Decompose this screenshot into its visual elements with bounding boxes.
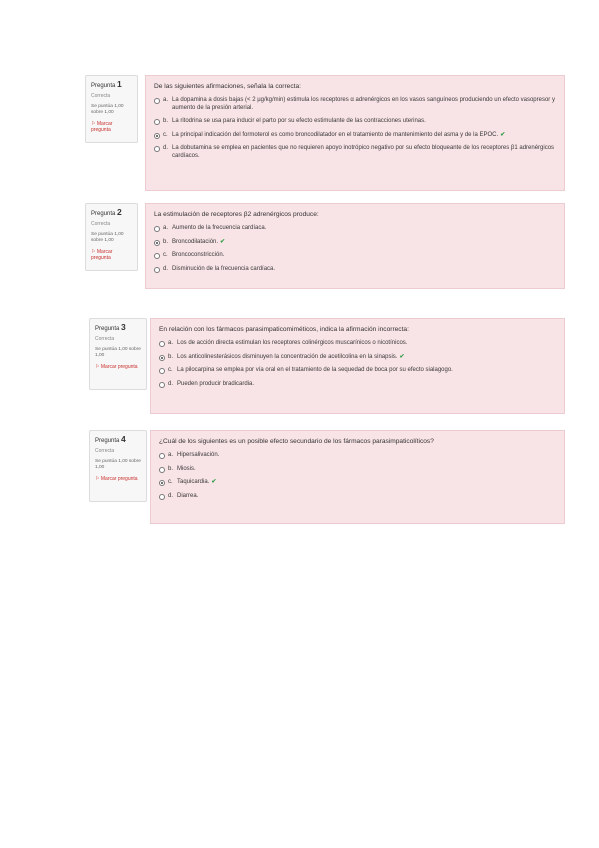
flag-icon: ⚐ [95,476,101,482]
answer-option[interactable] [159,452,556,460]
option-letter: a. [163,97,169,103]
option-label: Diarrea. [177,492,199,499]
option-text [177,381,556,389]
option-label: La ritodrina se usa para inducir el parto por su efecto estimulante de las contracciones uterinas. [172,118,426,124]
question-state: Correcta [95,336,115,342]
answer-option[interactable] [154,266,556,274]
flag-question-link[interactable]: ⚐ Marcar pregunta [91,121,113,133]
radio-button[interactable] [159,341,165,347]
option-letter: c. [163,131,168,138]
answer-option[interactable] [159,493,556,501]
question-state: Correcta [95,448,115,454]
flag-question-link[interactable]: ⚐ Marcar pregunta [95,476,138,482]
radio-button[interactable] [159,467,165,473]
option-text [177,479,556,487]
question-content [150,318,565,414]
check-icon: ✔ [399,353,405,360]
question-state: Correcta [91,221,111,227]
answer-option[interactable] [159,354,556,362]
option-label: Los de acción directa estimulan los receptores colinérgicos muscarínicos o nicotínicos. [177,340,408,346]
option-text [172,97,556,112]
option-letter: c. [168,479,173,485]
question-content [145,75,565,191]
radio-button[interactable] [159,494,165,500]
answer-option[interactable] [154,132,556,140]
question-info [85,203,138,271]
option-letter: a. [168,340,174,346]
question-grade: Se puntúa 1,00 sobre 1,00 [95,347,141,358]
question-content [150,430,565,524]
question-info [85,75,138,143]
flag-question-link[interactable]: ⚐ Marcar pregunta [95,364,138,370]
question-info [89,318,147,390]
option-letter: d. [163,145,169,151]
question-grade: Se puntúa 1,00 sobre 1,00 [91,104,124,115]
question-state: Correcta [91,93,111,99]
option-text [172,266,556,274]
option-label: La dobutamina se emplea en pacientes que no requieren apoyo inotrópico negativo por su efecto bloqueante de los receptores β1 adrenérgicos cardíacos. [172,145,555,159]
answer-option[interactable] [159,381,556,389]
answer-option[interactable] [154,145,556,160]
radio-button[interactable] [159,368,165,374]
answer-options [154,225,556,273]
check-icon: ✔ [220,238,226,245]
radio-button[interactable] [159,382,165,388]
radio-button[interactable] [154,98,160,104]
option-letter: b. [163,118,169,124]
answer-option[interactable] [159,479,556,487]
option-letter: b. [168,465,174,472]
flag-question-link[interactable]: ⚐ Marcar pregunta [91,249,113,261]
radio-button[interactable] [154,133,160,139]
question-grade: Se puntúa 1,00 sobre 1,00 [91,232,124,243]
answer-option[interactable] [159,466,556,474]
question-text: ¿Cuál de los siguientes es un posible efecto secundario de los fármacos parasimpaticolíticos? [159,438,434,445]
answer-option[interactable] [154,97,556,112]
radio-button[interactable] [159,480,165,486]
option-label: Broncoconstricción. [172,252,225,258]
question-title: Pregunta 4 [95,434,126,444]
question-text: En relación con los fármacos parasimpaticomiméticos, indica la afirmación incorrecta: [159,326,409,333]
option-text [177,340,556,348]
option-label: Broncodilatación. [172,238,219,245]
option-label: Hipersalivación. [177,452,220,458]
question-text: La estimulación de receptores β2 adrenérgicos produce: [154,211,319,218]
check-icon: ✔ [211,479,217,485]
radio-button[interactable] [154,267,160,273]
option-text [177,452,556,460]
radio-button[interactable] [154,240,160,246]
question-text: De las siguientes afirmaciones, señala la correcta: [154,83,301,90]
option-text [172,145,556,160]
option-text [172,239,556,247]
answer-option[interactable] [154,118,556,126]
option-letter: d. [168,492,174,499]
answer-option[interactable] [154,239,556,247]
question-content [145,203,565,289]
option-label: Aumento de la frecuencia cardíaca. [172,225,267,231]
flag-icon: ⚐ [91,249,97,255]
option-label: Miosis. [177,465,196,472]
option-label: Los anticolinesterásicos disminuyen la concentración de acetilcolina en la sinapsis. [177,353,398,360]
answer-options [154,97,556,160]
option-text [177,354,556,362]
answer-option[interactable] [159,367,556,375]
option-letter: d. [168,380,174,387]
radio-button[interactable] [159,355,165,361]
answer-options [159,340,556,388]
option-text [172,252,556,260]
option-letter: c. [163,252,168,258]
radio-button[interactable] [154,253,160,259]
question-title: Pregunta 1 [91,79,122,89]
radio-button[interactable] [154,146,160,152]
flag-icon: ⚐ [91,121,97,127]
option-label: La pilocarpina se emplea por vía oral en el tratamiento de la sequedad de boca por su efecto sialagogo. [177,367,453,373]
option-text [172,132,556,140]
answer-option[interactable] [159,340,556,348]
option-letter: a. [168,452,174,458]
option-letter: d. [163,265,169,272]
option-letter: a. [163,225,169,231]
option-letter: b. [168,353,174,360]
question-info [89,430,147,502]
radio-button[interactable] [159,453,165,459]
question-title: Pregunta 3 [95,322,126,332]
option-label: La principal indicación del formoterol es como broncodilatador en el tratamiento de mantenimiento del asma y de la EPOC. [172,131,499,138]
answer-option[interactable] [154,225,556,233]
radio-button[interactable] [154,119,160,125]
answer-options [159,452,556,500]
option-text [177,493,556,501]
option-label: Disminución de la frecuencia cardíaca. [172,265,276,272]
option-letter: b. [163,238,169,245]
check-icon: ✔ [500,131,506,138]
answer-option[interactable] [154,252,556,260]
option-label: La dopamina a dosis bajas (< 2 µg/kg/min) estimula los receptores α adrenérgicos en los vasos sanguíneos produciendo un efecto vasopresor y aumento de la presión arterial. [172,97,555,111]
option-label: Taquicardia. [177,479,210,485]
option-text [177,367,556,375]
question-grade: Se puntúa 1,00 sobre 1,00 [95,459,141,470]
option-letter: c. [168,367,173,373]
option-text [172,118,556,126]
option-label: Pueden producir bradicardia. [177,380,255,387]
flag-icon: ⚐ [95,364,101,370]
option-text [172,225,556,233]
radio-button[interactable] [154,226,160,232]
question-title: Pregunta 2 [91,207,122,217]
option-text [177,466,556,474]
